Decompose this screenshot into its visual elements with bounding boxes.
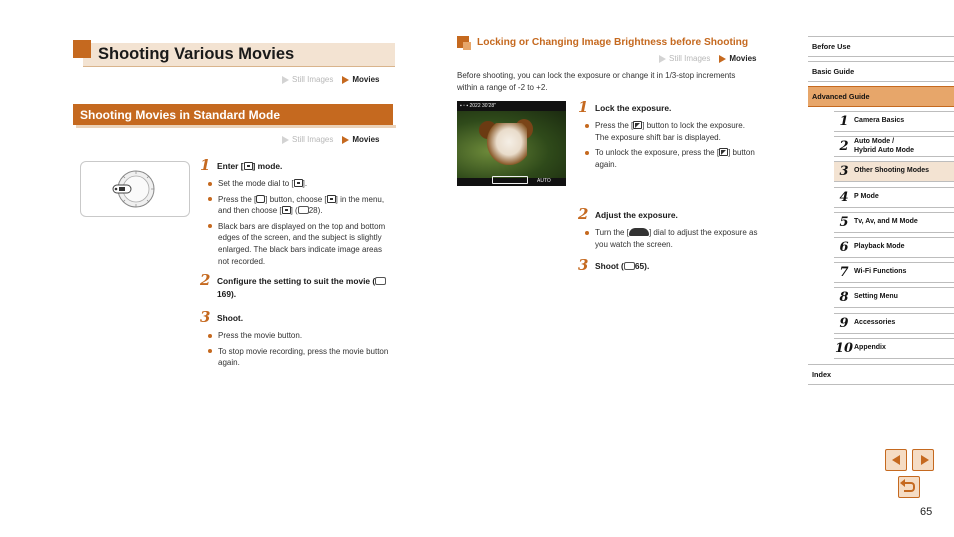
exposure-lock-icon [719,148,728,156]
movie-mode-icon [282,206,291,214]
step-title: Shoot ( 65). [595,261,650,271]
page-title: Shooting Various Movies [98,45,295,63]
book-reference-icon [298,206,309,214]
list-item: Turn the [ ] dial to adjust the exposure as you watch the screen. [585,227,760,250]
chapter-label: Appendix [854,344,886,352]
book-reference-icon [624,262,635,270]
chapter-number: 10 [834,341,854,356]
control-dial-icon [629,228,649,236]
step-bullets [585,227,760,254]
sidebar-chapter-2[interactable] [834,136,954,157]
sidebar-item-basic-guide[interactable]: Basic Guide [808,61,954,82]
return-icon [904,482,915,492]
step-title: Lock the exposure. [595,103,672,113]
breadcrumb-movies[interactable]: Movies [729,54,757,63]
step-title: Adjust the exposure. [595,210,678,220]
step-title: Configure the setting to suit the movie (169). [217,275,393,301]
chapter-number: 5 [839,215,849,230]
chapter-number: 2 [839,139,849,154]
step-number: 3 [200,308,211,326]
movie-mode-icon [294,179,303,187]
chapter-number: 6 [839,240,849,255]
sidebar-item-before-use[interactable]: Before Use [808,36,954,57]
breadcrumb-arrow-icon [282,76,289,84]
step-number: 3 [578,256,589,274]
step-number: 1 [578,98,589,116]
breadcrumb-still-images[interactable]: Still Images [669,54,711,63]
chapter-number: 9 [839,316,849,331]
arrow-right-icon [921,455,929,465]
chapter-label: Playback Mode [854,243,905,251]
list-item: Black bars are displayed on the top and bottom edges of the screen, and the subject is slightly enlarged. The black bars indicate image areas not recorded. [208,221,393,267]
step-number: 1 [200,156,211,174]
sidebar-chapter-4[interactable] [834,187,954,208]
sidebar-item-advanced-guide[interactable]: Advanced Guide [808,86,954,107]
screen-mode-label: AUTO [537,178,551,184]
chapter-label: Auto Mode / Hybrid Auto Mode [854,138,915,154]
chapter-label: Other Shooting Modes [854,167,930,175]
mode-dial-icon [81,162,189,216]
movie-mode-icon [244,162,253,170]
chapter-label: Wi-Fi Functions [854,268,907,276]
screen-top-bar [457,101,566,111]
dog-subject [487,123,527,165]
sidebar-chapter-7[interactable] [834,262,954,283]
breadcrumb-arrow-icon [719,55,726,63]
chapter-label: Accessories [854,319,896,327]
breadcrumb-movies[interactable]: Movies [352,75,380,84]
mode-dial-illustration [80,161,190,217]
page-number: 65 [920,506,933,518]
chapter-label: Camera Basics [854,117,905,125]
breadcrumb-arrow-icon [342,76,349,84]
movie-size-icon: ▪ ▫ ▪ [460,103,469,109]
breadcrumb-still-images[interactable]: Still Images [292,75,334,84]
step-number: 2 [578,205,589,223]
chapter-number: 1 [839,114,849,129]
exposure-shift-bar [492,176,528,184]
sidebar-chapter-5[interactable] [834,212,954,233]
step-bullets [585,120,760,174]
subsection-marker [463,42,471,50]
intro-paragraph: Before shooting, you can lock the exposure or change it in 1/3-stop increments within a range of -2 to +2. [457,71,736,92]
previous-page-button[interactable] [885,449,907,471]
list-item: Press the movie button. [208,330,393,342]
step-title: Shoot. [217,313,244,323]
subsection-title: Locking or Changing Image Brightness before Shooting [477,37,749,48]
func-set-icon [256,195,265,203]
return-button[interactable] [898,476,920,498]
step-bullets [208,330,393,373]
sidebar-chapter-10[interactable] [834,338,954,359]
step-bullets [208,178,393,271]
breadcrumb-arrow-icon [659,55,666,63]
chapter-label: P Mode [854,193,879,201]
chapter-number: 8 [839,290,849,305]
step-number: 2 [200,271,211,289]
chapter-number: 3 [839,164,849,179]
breadcrumb-arrow-icon [342,136,349,144]
next-page-button[interactable] [912,449,934,471]
step-title: Enter [ ] mode. [217,161,283,171]
book-reference-icon [375,277,386,285]
breadcrumb [282,75,379,84]
sidebar-chapter-8[interactable] [834,287,954,308]
movie-mode-icon [327,195,336,203]
list-item: Press the [ ] button to lock the exposure. The exposure shift bar is displayed. [585,120,760,143]
sidebar-item-index[interactable]: Index [808,364,954,385]
breadcrumb-still-images[interactable]: Still Images [292,135,334,144]
breadcrumb [282,135,379,144]
sidebar-chapter-9[interactable] [834,313,954,334]
sidebar-chapter-3[interactable] [834,161,954,182]
screen-time: 30'28" [482,103,496,109]
camera-screen-image [457,101,566,186]
chapter-number: 7 [839,265,849,280]
section-title: Shooting Movies in Standard Mode [80,108,281,122]
breadcrumb-movies[interactable]: Movies [352,135,380,144]
list-item: Press the [ ] button, choose [ ] in the menu, and then choose [ ] ( 28). [208,194,393,217]
sidebar-chapter-6[interactable] [834,237,954,258]
chapter-label: Tv, Av, and M Mode [854,218,918,226]
list-item: To stop movie recording, press the movie button again. [208,346,393,369]
list-item: Set the mode dial to [ ]. [208,178,393,190]
chapter-number: 4 [839,190,849,205]
breadcrumb [659,54,756,63]
exposure-lock-icon [633,121,642,129]
sidebar-chapter-1[interactable] [834,111,954,132]
chapter-label: Setting Menu [854,293,898,301]
arrow-left-icon [892,455,900,465]
title-marker [73,40,91,58]
screen-top-text: 2022 [469,103,481,109]
breadcrumb-arrow-icon [282,136,289,144]
list-item: To unlock the exposure, press the [ ] button again. [585,147,760,170]
